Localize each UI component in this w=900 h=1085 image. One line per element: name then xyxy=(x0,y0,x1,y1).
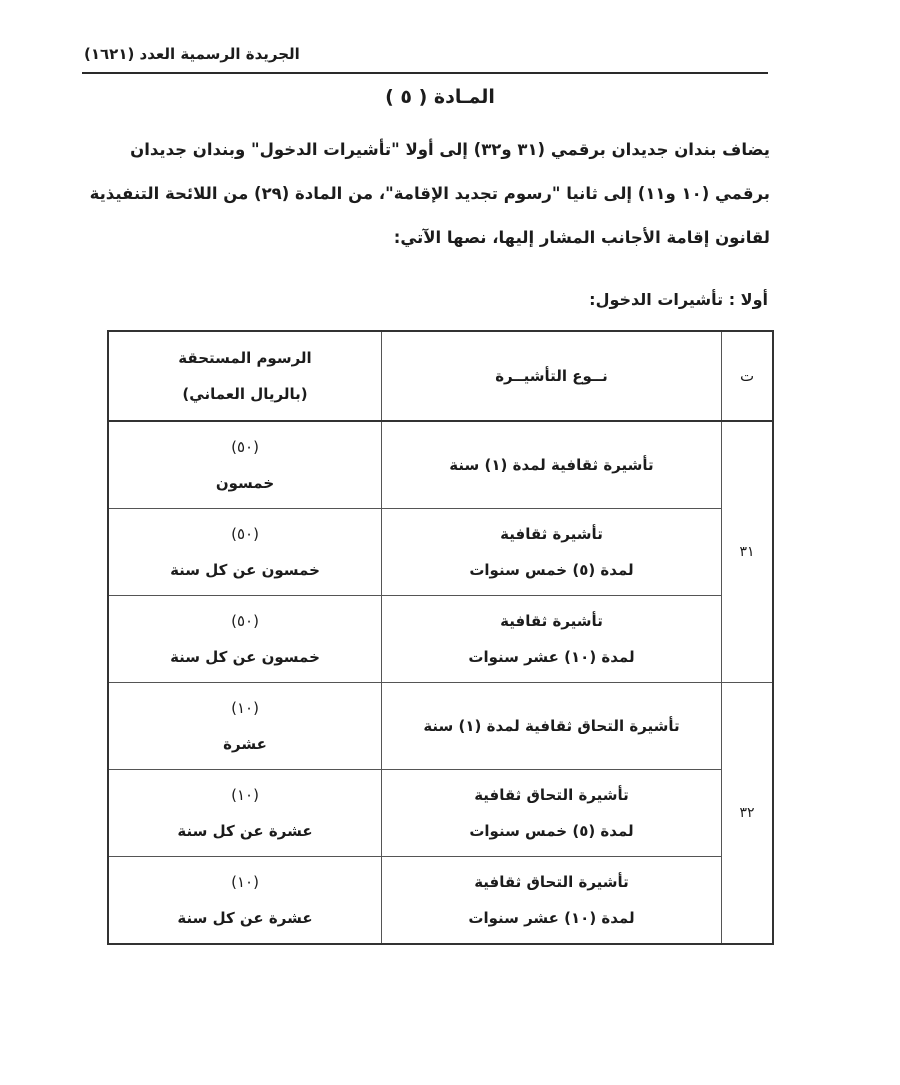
paragraph-line: لقانون إقامة الأجانب المشار إليها، نصها الآتي: xyxy=(393,228,770,247)
table-row xyxy=(108,770,773,857)
visa-type-cell xyxy=(382,509,722,596)
fee-amount: (١٠) xyxy=(231,873,259,891)
fee-cell xyxy=(108,509,382,596)
header-fees-line1: الرسوم المستحقة xyxy=(178,349,312,367)
fee-cell xyxy=(108,683,382,770)
visa-type-line: تأشيرة التحاق ثقافية لمدة (١) سنة xyxy=(423,717,680,735)
visa-type-cell xyxy=(382,857,722,945)
fee-cell xyxy=(108,421,382,509)
header-visa-type: نــوع التأشيــرة xyxy=(382,331,722,421)
visa-type-line: تأشيرة التحاق ثقافية xyxy=(474,873,629,891)
header-number: ت xyxy=(722,331,774,421)
table-row xyxy=(108,596,773,683)
visa-duration-line: لمدة (٥) خمس سنوات xyxy=(469,561,634,579)
header-fees-line2: (بالريال العماني) xyxy=(182,385,308,403)
fee-amount: (٥٠) xyxy=(231,612,259,630)
fee-text: عشرة xyxy=(223,735,267,753)
paragraph-line: يضاف بندان جديدان برقمي (٣١ و٣٢) إلى أولا "تأشيرات الدخول" وبندان جديدان xyxy=(130,140,770,159)
visa-type-cell xyxy=(382,770,722,857)
item-number: ٣١ xyxy=(722,421,774,683)
gazette-issue-title: الجريدة الرسمية العدد (١٦٢١) xyxy=(84,45,300,63)
fee-amount: (١٠) xyxy=(231,699,259,717)
visa-type-cell xyxy=(382,421,722,509)
visa-type-cell xyxy=(382,683,722,770)
fee-text: عشرة عن كل سنة xyxy=(177,822,313,840)
fee-cell xyxy=(108,596,382,683)
section-heading: أولا : تأشيرات الدخول: xyxy=(589,290,768,309)
header-fees xyxy=(108,331,382,421)
fee-text: خمسون عن كل سنة xyxy=(170,648,320,666)
item-number: ٣٢ xyxy=(722,683,774,945)
fee-text: عشرة عن كل سنة xyxy=(177,909,313,927)
visa-type-line: تأشيرة ثقافية لمدة (١) سنة xyxy=(449,456,654,474)
table-header-row xyxy=(108,331,773,421)
visa-duration-line: لمدة (٥) خمس سنوات xyxy=(469,822,634,840)
fee-amount: (١٠) xyxy=(231,786,259,804)
table-row xyxy=(108,683,773,770)
article-title: المـادة ( ٥ ) xyxy=(385,86,495,108)
fee-text: خمسون xyxy=(215,474,275,492)
fee-cell xyxy=(108,857,382,945)
article-paragraph xyxy=(89,128,770,260)
fee-amount: (٥٠) xyxy=(231,525,259,543)
table-row xyxy=(108,421,773,509)
visa-type-line: تأشيرة التحاق ثقافية xyxy=(474,786,629,804)
visa-type-line: تأشيرة ثقافية xyxy=(500,612,603,630)
fee-cell xyxy=(108,770,382,857)
visa-duration-line: لمدة (١٠) عشر سنوات xyxy=(468,648,635,666)
visa-type-line: تأشيرة ثقافية xyxy=(500,525,603,543)
visa-type-cell xyxy=(382,596,722,683)
running-header xyxy=(82,40,768,74)
visa-duration-line: لمدة (١٠) عشر سنوات xyxy=(468,909,635,927)
paragraph-line: برقمي (١٠ و١١) إلى ثانيا "رسوم تجديد الإقامة"، من المادة (٢٩) من اللائحة التنفيذية xyxy=(89,184,770,203)
fee-text: خمسون عن كل سنة xyxy=(170,561,320,579)
fee-amount: (٥٠) xyxy=(231,438,259,456)
table-row xyxy=(108,857,773,945)
table-row xyxy=(108,509,773,596)
visa-fees-table xyxy=(107,330,774,945)
